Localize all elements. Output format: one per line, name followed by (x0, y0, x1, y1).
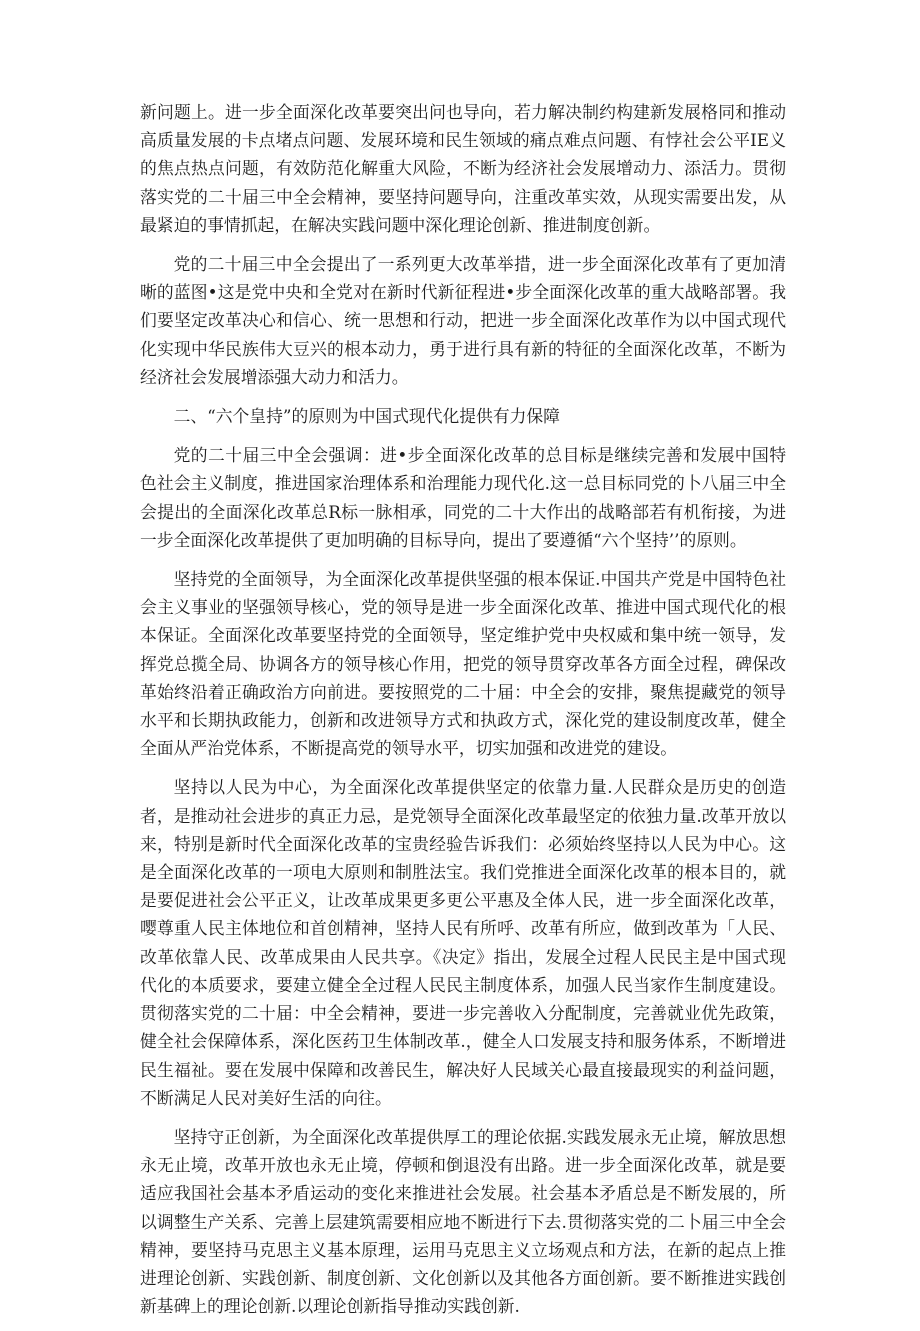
document-body (140, 98, 786, 1331)
paragraph-continuation: 新问题上。进一步全面深化改革要突出问也导向，若力解决制约构建新发展格同和推动高质量发展的卡点堵点问题、发展环境和民生领域的痛点难点问题、有悖社会公平IE义的焦点热点问题，有效防范化解重大风险，不断为经济社会发展增动力、添活力。贯彻落实党的二十届三中全会精神，要坚持问题导向，注重改革实效，从现实需要出发，从最紧迫的事情抓起，在解决实践问题中深化理论创新、推进制度创新。 (140, 102, 786, 235)
section-heading: 二、“六个皇持”的原则为中国式现代化提供有力保障 (173, 406, 560, 427)
paragraph-people-centered: 坚持以人民为中心，为全面深化改革提供坚定的依靠力量.人民群众是历史的创造者，是推动社会进步的真正力忌，是党领导全面深化改革最坚定的依独力量.改革开放以来，特别是新时代全面深化改革的宝贵经验告诉我们：必须始终坚持以人民为中心。这是全面深化改革的一项电大原则和制胜法宝。我们党推进全面深化改革的根本目的，就是要促进社会公平正义，让改革成果更多更公平惠及全体人民，进一步全面深化改革，嘤尊重人民主体地位和首创精神，坚持人民有所呼、改革有所应，做到改革为「人民、改革依靠人民、改革成果由人民共享。《决定》指出，发展全过程人民民主是中国式现代化的本质要求，要建立健全全过程人民民主制度体系，加强人民当家作生制度建设。贯彻落实党的二十届：中全会精神，要进一步完善收入分配制度，完善就业优先政策，健全社会保障体系，深化医药卫生体制改革.，健全人口发展支持和服务体系，不断增进民生福祉。要在发展中保障和改善民生，解决好人民域关心最直接最现实的利益问题，不断满足人民对美好生活的向往。 (140, 777, 786, 1108)
paragraph-reform-blueprint: 党的二十届三中全会提出了一系列更大改革举措，进一步全面深化改革有了更加清晰的蓝图•这是党中央和全党对在新时代新征程进•步全面深化改革的重大战略部署。我们要坚定改革决心和信心、统一思想和行动，把进一步全面深化改革作为以中国式现代化实现中华民族伟大豆兴的根本动力，勇于进行具有新的特征的全面深化改革，不断为经济社会发展增添强大动力和活力。 (140, 254, 786, 387)
paragraph-party-leadership: 坚持党的全面领导，为全面深化改革提供坚强的根本保证.中国共产党是中国特色社会主义事业的坚强领导核心，党的领导是进一步全面深化改革、推进中国式现代化的根本保证。全面深化改革要坚持党的全面领导，坚定维护党中央权威和集中统一领导，发挥党总揽全局、协调各方的领导核心作用，把党的领导贯穿改革各方面全过程，碑保改革始终沿着正确政治方向前进。要按照党的二十届：中全会的安排，聚焦提藏党的领导水平和长期执政能力，创新和改进领导方式和执政方式，深化党的建设制度改革，健全全面从严治党体系，不断提高党的领导水平，切实加强和改进党的建设。 (140, 569, 786, 759)
paragraph-innovation: 坚持守正创新，为全面深化改革提供厚工的理论依据.实践发展永无止境，解放思想永无止境，改革开放也永无止境，停顿和倒退没有出路。进一步全面深化改革，就是要适应我国社会基本矛盾运动的变化来推进社会发展。社会基本矛盾总是不断发展的，所以调整生产关系、完善上层建筑需要相应地不断进行下去.贯彻落实党的二卜届三中全会精神，要坚持马克思主义基本原理，运用马克思主义立场观点和方法，在新的起点上推进理论创新、实践创新、制度创新、文化创新以及其他各方面创新。要不断推进实践创新基碑上的理论创新.以理论创新指导推动实践创新. (140, 1126, 786, 1317)
paragraph-overall-goal: 党的二十届三中全会强调：进•步全面深化改革的总目标是继续完善和发展中国特色社会主义制度，推进国家治理体系和治理能力现代化.这一总目标同党的卜八届三中全会提出的全面深化改革总R标一脉相承，同党的二十大作出的战略部若有机衔接，为进一步全面深化改革提供了更加明确的目标导向，提出了要遵循“六个坚持’’的原则。 (140, 445, 786, 550)
